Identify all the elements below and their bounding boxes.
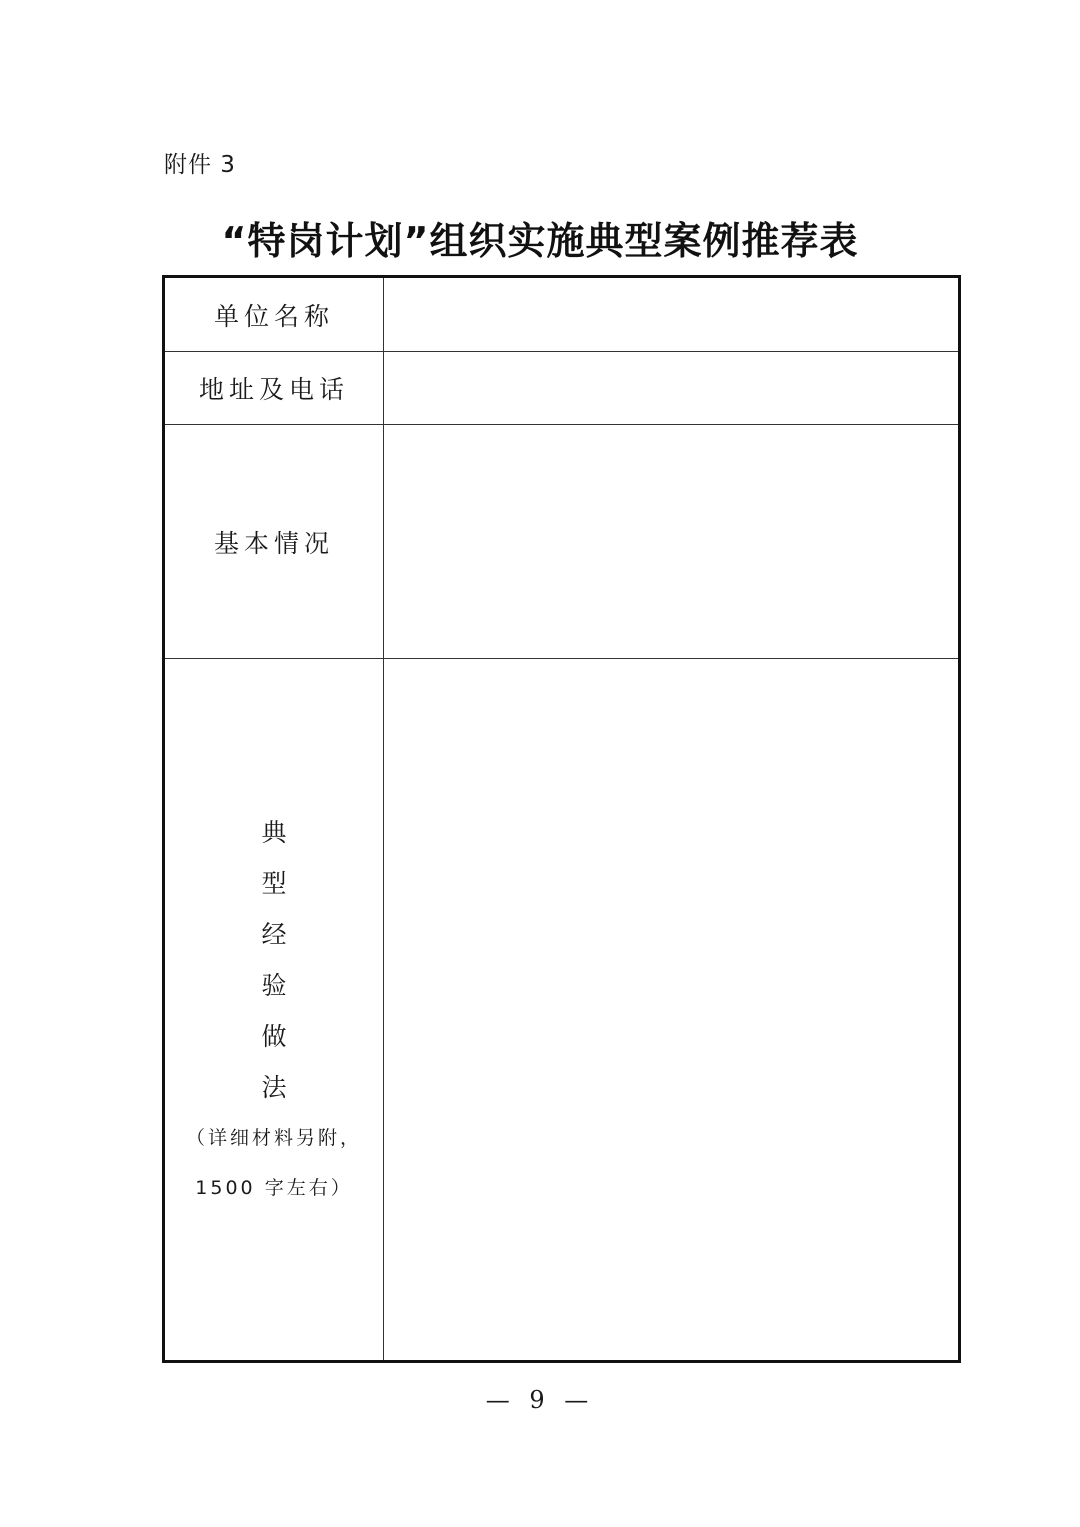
experience-label-char: 型 — [261, 868, 287, 898]
table-row-unit-name — [165, 278, 958, 352]
experience-note-line2: 1500 字左右） — [195, 1176, 353, 1199]
table-row-typical-experience — [165, 659, 958, 1360]
attachment-label: 附件 3 — [164, 152, 236, 178]
unit-name-field[interactable] — [384, 278, 958, 351]
typical-experience-field[interactable] — [384, 659, 958, 1360]
unit-name-label: 单位名称 — [165, 278, 384, 351]
basic-info-field[interactable] — [384, 425, 958, 658]
experience-note-line1: （详细材料另附， — [185, 1126, 362, 1149]
experience-label-char: 做 — [261, 1021, 287, 1051]
page-number: — 9 — — [485, 1386, 595, 1414]
recommendation-form-table — [162, 275, 961, 1363]
typical-experience-label — [165, 659, 384, 1360]
table-row-address-phone — [165, 352, 958, 425]
experience-label-char: 典 — [261, 817, 287, 847]
experience-label-char: 验 — [261, 970, 287, 1000]
experience-label-char: 法 — [261, 1072, 287, 1102]
basic-info-label: 基本情况 — [165, 425, 384, 658]
address-phone-label: 地址及电话 — [165, 352, 384, 424]
experience-label-char: 经 — [261, 919, 287, 949]
document-title: “特岗计划”组织实施典型案例推荐表 — [221, 219, 859, 263]
table-row-basic-info — [165, 425, 958, 659]
address-phone-field[interactable] — [384, 352, 958, 424]
